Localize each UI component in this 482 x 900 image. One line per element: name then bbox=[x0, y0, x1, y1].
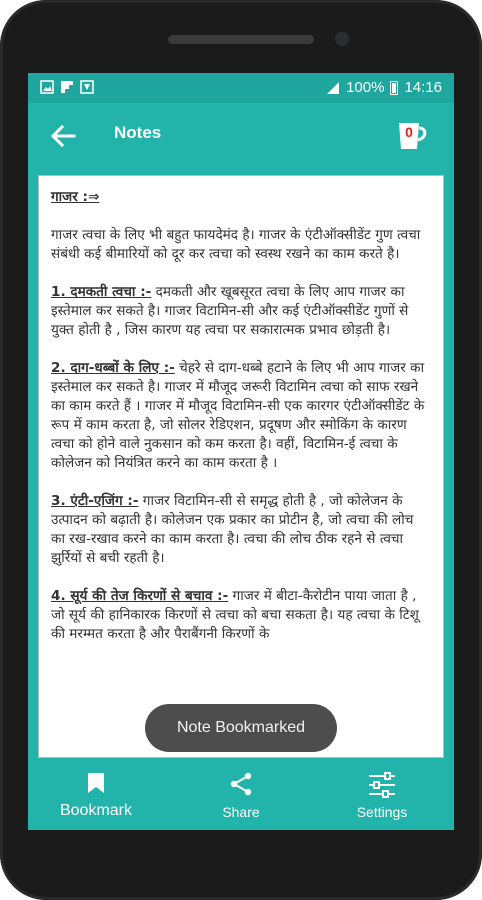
app-icon bbox=[80, 80, 94, 94]
screen bbox=[28, 73, 454, 830]
note-section bbox=[51, 587, 431, 644]
back-arrow-icon[interactable] bbox=[48, 121, 78, 151]
sliders-icon bbox=[368, 772, 396, 798]
settings-label: Settings bbox=[356, 804, 408, 820]
section-title: 3. एंटी-एजिंग :- bbox=[51, 493, 139, 509]
status-bar bbox=[28, 73, 454, 103]
image-icon bbox=[40, 80, 54, 94]
note-section bbox=[51, 492, 431, 568]
section-text: दमकती और खूबसूरत त्वचा के लिए आप गाजर का इस्तेमाल कर सकते है। गाजर विटामिन-सी और कई एंटीऑक्सीडेंट गुणों से युक्त होती है , जिस कारण यह त्वचा पर सकारात्मक प्रभाव छोड़ती है। bbox=[51, 284, 409, 338]
note-intro: गाजर त्वचा के लिए भी बहुत फायदेमंद है। गाजर के एंटीऑक्सीडेंट गुण त्वचा संबंधी कई बीमारियों को दूर कर त्वचा को स्वस्थ रखने का काम करते है। bbox=[51, 227, 421, 262]
bookmark-label: Bookmark bbox=[59, 802, 133, 819]
section-title: 4. सूर्य की तेज किरणों से बचाव :- bbox=[51, 588, 229, 604]
settings-button[interactable] bbox=[344, 763, 420, 830]
note-content[interactable] bbox=[38, 175, 444, 758]
note-section bbox=[51, 283, 431, 340]
share-icon bbox=[229, 772, 253, 796]
note-heading: गाजर :⇒ bbox=[51, 189, 100, 205]
clock: 14:16 bbox=[404, 79, 442, 96]
flipboard-icon bbox=[60, 80, 74, 94]
signal-icon bbox=[326, 81, 340, 95]
toast-message: Note Bookmarked bbox=[145, 704, 337, 752]
bottom-navigation bbox=[28, 763, 454, 830]
section-title: 1. दमकती त्वचा :- bbox=[51, 284, 152, 300]
earpiece bbox=[168, 35, 314, 44]
bookmarks-cup-button[interactable] bbox=[396, 119, 430, 153]
battery-icon bbox=[390, 81, 398, 95]
notification-icons bbox=[40, 80, 94, 94]
share-label: Share bbox=[222, 804, 260, 820]
section-text: गाजर विटामिन-सी से समृद्ध होती है , जो कोलेजन के उत्पादन को बढ़ाती है। कोलेजन एक प्रकार का प्रोटीन है, जो त्वचा की लोच का रख-रखाव करने का काम करता है। त्वचा की लोच ठीक रहने से त्वचा झुर्रियों से बची रहती है। bbox=[51, 493, 414, 566]
section-title: 2. दाग-धब्बों के लिए :- bbox=[51, 360, 175, 376]
note-section bbox=[51, 359, 431, 473]
section-text: गाजर में बीटा-कैरोटीन पाया जाता है , जो सूर्य की हानिकारक किरणों से त्वचा को बचा सकता है। यह त्वचा के टिशू की मरम्मत करता है और पैराबैंगनी किरणों के bbox=[51, 588, 419, 642]
bookmark-icon bbox=[87, 772, 105, 794]
front-camera bbox=[335, 32, 349, 46]
share-button[interactable] bbox=[200, 763, 282, 830]
bookmark-count: 0 bbox=[405, 124, 413, 140]
section-text: चेहरे से दाग-धब्बे हटाने के लिए भी आप गाजर का इस्तेमाल कर सकते है। गाजर में मौजूद जरूरी विटामिन त्वचा को साफ रखने का काम करते हैं । गाजर में मौजूद विटामिन-सी एक कारगर एंटीऑक्सीडेंट के रूप में काम करता है, जो सोलर रेडिएशन, प्रदूषण और स्मोकिंग के कारण त्वचा को होने वाले नुकसान को कम करता है। वहीं, विटामिन-ई त्वचा के कोलेजन को नियंत्रित करने का काम करता है । bbox=[51, 360, 425, 471]
app-bar bbox=[28, 103, 454, 169]
page-title: Notes bbox=[114, 123, 162, 142]
bookmark-button[interactable] bbox=[46, 763, 146, 830]
status-indicators bbox=[326, 79, 442, 96]
battery-percentage: 100% bbox=[346, 79, 385, 96]
